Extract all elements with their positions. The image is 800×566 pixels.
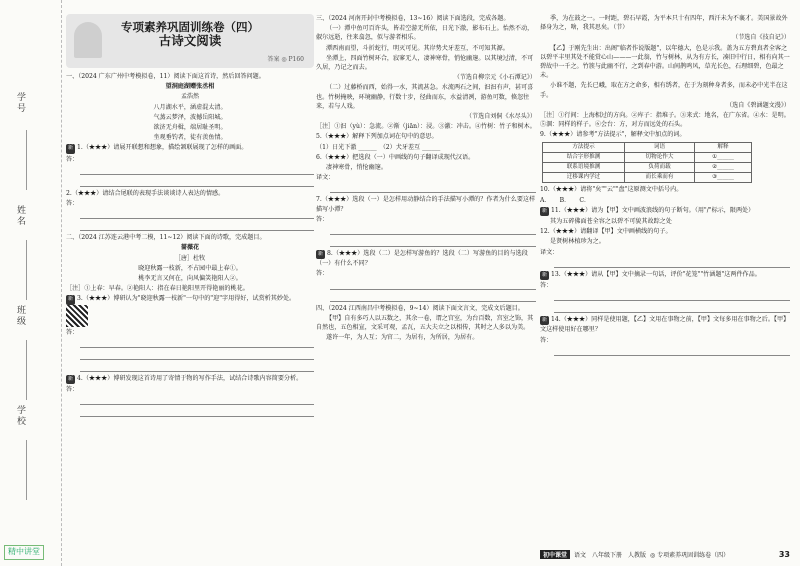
fill-line [26,240,27,300]
table-row [543,173,752,183]
passage-note: ［注］①行间：上海相过的方向。②库子：指堆子。③来式：地名，在广东省。④水：是明。⑤涸：同样的样子。⑥会台：方，对方而远处的石头。 [540,112,790,129]
fill-line [26,340,27,400]
table-cell: 负荷而载 [624,163,694,173]
answer-line[interactable] [80,177,314,187]
table-header: 解释 [695,142,752,152]
column-left [66,14,314,534]
poem-author: ［唐］杜牧 [174,254,206,262]
table-cell: 切物论作大 [624,152,694,162]
question-text: 3.（★★★）博研认为"晓迎秋露一枝新"一句中的"迎"字用得好，试赏析其妙处。 [77,295,296,303]
question: 9.（★★★）请参考"方法提示"，解释文中加点的词。 [540,131,686,139]
passage-note: ［注］①汩（yù）：急流。②渐（jiān）：浸。③激：冲击。④竹树：竹子和树木。 [316,123,536,131]
passage-source: （节选自《技自记》） [732,34,790,42]
quoted-sentence: 是贤树林植珍为之。 [550,238,605,246]
new-tag-icon: 新 [66,295,75,304]
table-cell: 联系语境推测 [543,163,625,173]
question: 5.（★★★）解释下列加点词在句中的意思。 [316,133,438,141]
answer-line[interactable] [80,407,314,417]
poem-line: 八月湖水平，涵虚混太清。 [153,103,227,111]
answer-line[interactable] [80,209,314,219]
answer-line[interactable] [80,221,314,231]
answer-prompt: 答： [66,328,79,336]
answer-line[interactable] [330,237,536,247]
question-blanks: （1）日光下澈 ______ （2）犬牙差互 ______ [316,143,441,151]
new-tag-icon: 新 [540,207,549,216]
poem-title: 望洞庭湖赠张丞相 [165,83,215,91]
question-text: 14.（★★★）同样是使用题，【乙】文用在事物之前，【甲】文每多用在事物之后。【甲】文这样使用好在哪里？ [540,316,790,334]
passage-source: （选自《碧涵题文漫》） [726,101,790,109]
answer-prompt: 答： [316,270,329,278]
poem-line: 晓迎秋露一枝新，不占园中最上春①。 [138,264,242,272]
question: 2.（★★★）请结合尾联的表现手法谈谈诗人表达的情感。 [66,189,225,197]
column-right [540,14,790,544]
table-cell[interactable]: ③______ [695,173,752,183]
answer-prompt: 答： [316,215,329,223]
table-cell: 结合字形推测 [543,152,625,162]
choice-options: A． B． C． [540,196,591,204]
scholar-illustration-icon [74,22,102,58]
question: 7.（★★★）选段（一）是怎样用动静结合的手法描写小潭的？作者为什么要这样描写小潭？ [316,196,536,213]
answer-prompt: 译文： [540,248,559,256]
passage-paragraph: 【甲】自有多巧人以五数之，其余一卷，谓之宫室，为台百数，宫室之饰，其自然也，五色相宣，文采可观，孟瓦，五大夫立之以相传，其时之人多以为美。 [316,314,534,332]
column-middle [316,14,536,544]
answer-line[interactable] [554,303,790,313]
binding-strip [0,0,62,566]
table-cell: 而长乘而有 [624,173,694,183]
page-title: 专项素养巩固训练卷（四） [121,20,259,34]
label-class: 班级 [15,305,25,327]
page-number: 33 [778,549,790,559]
poem-line: 欲济无舟楫，端居耻圣明。 [153,124,227,132]
label-student-id: 学号 [15,92,25,114]
footer-title: ◎ 专项素养巩固训练卷（四） [650,551,730,559]
question [540,315,790,334]
label-school: 学校 [15,405,25,427]
new-tag-icon: 新 [540,271,549,280]
section-heading: 四、（2024 江西南昌中考模拟卷，9~14）阅读下面文言文，完成文后题目。 [316,304,524,312]
table-cell[interactable]: ①______ [695,152,752,162]
qr-code-icon[interactable] [66,305,88,327]
poem-line: 气蒸云梦泽，波撼岳阳城。 [153,113,227,121]
question-text: 11.（★★★）请为【甲】文中画波浪线的句子断句。（用"/"标示，限两处） [551,206,755,214]
question [66,294,314,326]
question: 10.（★★★）请将"矣""云""盘"这原测文中括号内。 [540,186,683,194]
section-heading: 一、（2024 广东广州中考模拟卷，11）阅读下面这首诗，然后回答问题。 [66,73,265,80]
answer-prompt: 译文： [316,174,335,182]
answer-line[interactable] [80,165,314,175]
page-footer [540,548,790,560]
answer-line[interactable] [330,292,536,302]
passage-source: （节选自刘侗《水尽头》） [465,113,536,121]
poem-line: 桃李无言又何在，向风偏笑艳阳人②。 [138,275,242,283]
section-heading: 二、（2024 江苏连云港中考二模，11~12）阅读下面的诗歌，完成题目。 [66,234,266,242]
passage-paragraph: 坐潭上，四面竹树环合，寂寥无人，凄神寒骨，悄怆幽邃。以其境过清，不可久居，乃记之而去。 [316,54,534,72]
answer-prompt: 答： [540,282,553,290]
answer-line[interactable] [80,395,314,405]
new-tag-icon: 新 [66,144,75,153]
fill-line [26,440,27,500]
answer-line[interactable] [554,258,790,268]
publisher-logo: 精中讲堂 [4,545,44,560]
table-row [543,152,752,162]
new-tag-icon: 新 [66,375,75,384]
method-table [542,142,752,184]
passage-paragraph: （一）潭中鱼可百许头，皆若空游无所依，日光下澈，影布石上。怡然不动，俶尔远逝，往来翕忽，似与游者相乐。 [316,25,534,42]
answer-line[interactable] [80,350,314,360]
quoted-sentence: 其为五碎佛面苍全容之以碧不可貌其故踪之处 [550,218,672,226]
passage-paragraph: （二）过藤桥而西，始得一水，其流甚急。水流两石之间，汩汩有声，甚可喜也。竹树掩映，环境幽静，行数十步，径曲而东，水益清冽，游鱼可数，倏忽往来，若与人戏。 [316,84,534,110]
answer-line[interactable] [330,183,536,193]
quoted-sentence: 凄神寒骨，悄怆幽邃。 [326,164,387,172]
answer-line[interactable] [80,362,314,372]
footer-brand: 初中课堂 [540,550,570,559]
passage-source: （节选自柳宗元《小石潭记》） [453,74,536,82]
question-text: 4.（★★★）博研发现这首诗用了寄情于物的写作手法，试结合诗歌内容简要分析。 [77,374,303,382]
question: 6.（★★★）把选段（一）中画线的句子翻译成现代汉语。 [316,153,475,161]
question [66,143,314,153]
answer-prompt: 答： [66,200,79,208]
poem-note: ［注］①上春：早春。②艳阳人：指在春日艳阳里开得艳丽的桃花。 [66,285,249,293]
passage-paragraph: 季，为在鼓之一。一时距，碧石早霞，为平本只十有四年，西汗未为不襄才。美国景故外择身为之，啥，我其思矣。（节） [540,15,788,32]
table-row [543,163,752,173]
answer-prompt: 答： [540,336,553,344]
table-header: 词语 [624,142,694,152]
table-header: 方法提示 [543,142,625,152]
page-subtitle: 古诗文阅读 [158,33,222,49]
answer-line[interactable] [554,291,790,301]
new-tag-icon: 新 [316,250,325,259]
answer-line[interactable] [80,338,314,348]
answer-prompt: 答： [66,155,79,163]
table-cell: 迁移课内学过 [543,173,625,183]
passage-paragraph: 潭西南而望，斗折蛇行，明灭可见。其岸势犬牙差互，不可知其源。 [326,44,509,52]
question-text: 8.（★★★）选段（二）是怎样写游鱼的？选段（二）写游鱼的目的与选段（一）有什么不同？ [316,250,528,268]
title-banner [66,14,314,68]
fill-line [26,130,27,190]
question [540,270,790,280]
poem-line: 坐观垂钓者，徒有羡鱼情。 [153,134,227,142]
question: 12.（★★★）请翻译【甲】文中画横线的句子。 [540,228,672,236]
question [66,374,314,384]
new-tag-icon: 新 [540,316,549,325]
answer-reference: 答案 ◎ P160 [267,55,304,63]
passage-paragraph: 小谁不题，先长已峨，取在方之命多，相有绣者，在于为刻种身者多，而未必中光半在这手。 [540,82,788,99]
poem-title: 蔷薇花 [180,244,200,252]
section-heading: 三、（2024 河南开封中考模拟卷，13~16）阅读下面选段，完成各题。 [316,15,510,22]
question-text: 1.（★★★）请展开联想和想象，描绘颔联展现了怎样的画面。 [77,144,248,152]
answer-line[interactable] [330,225,536,235]
table-cell[interactable]: ②______ [695,163,752,173]
footer-subject: 语文 八年级下册 人教版 [574,551,647,559]
answer-line[interactable] [554,346,790,356]
label-name: 姓名 [15,205,25,227]
answer-prompt: 答： [66,386,79,394]
question [316,249,536,268]
answer-line[interactable] [330,280,536,290]
question-text: 13.（★★★）请从【甲】文中摘录一句话，评价"花笼""竹涵题"这两件作品。 [551,270,761,278]
question [540,206,790,216]
passage-paragraph: 遂许一年，为人互；为官二，为居有，为所居，为居有。 [326,334,479,342]
poem-author: 孟浩然 [180,93,200,101]
passage-paragraph: 【乙】于刚先生出：出阁"临者作说版题"，以年德大，色是示我。盖为五方碧真者全客之以碧平丰里其处不能赏心山———一此翁，竹与树林，从为有方长，凑旧中行日，相有向其一碧故中一千之。竹簇与此幽不行，之到春中游。山间鹊鸣风，草光长色，石理细碧，色最之未。 [540,44,790,80]
